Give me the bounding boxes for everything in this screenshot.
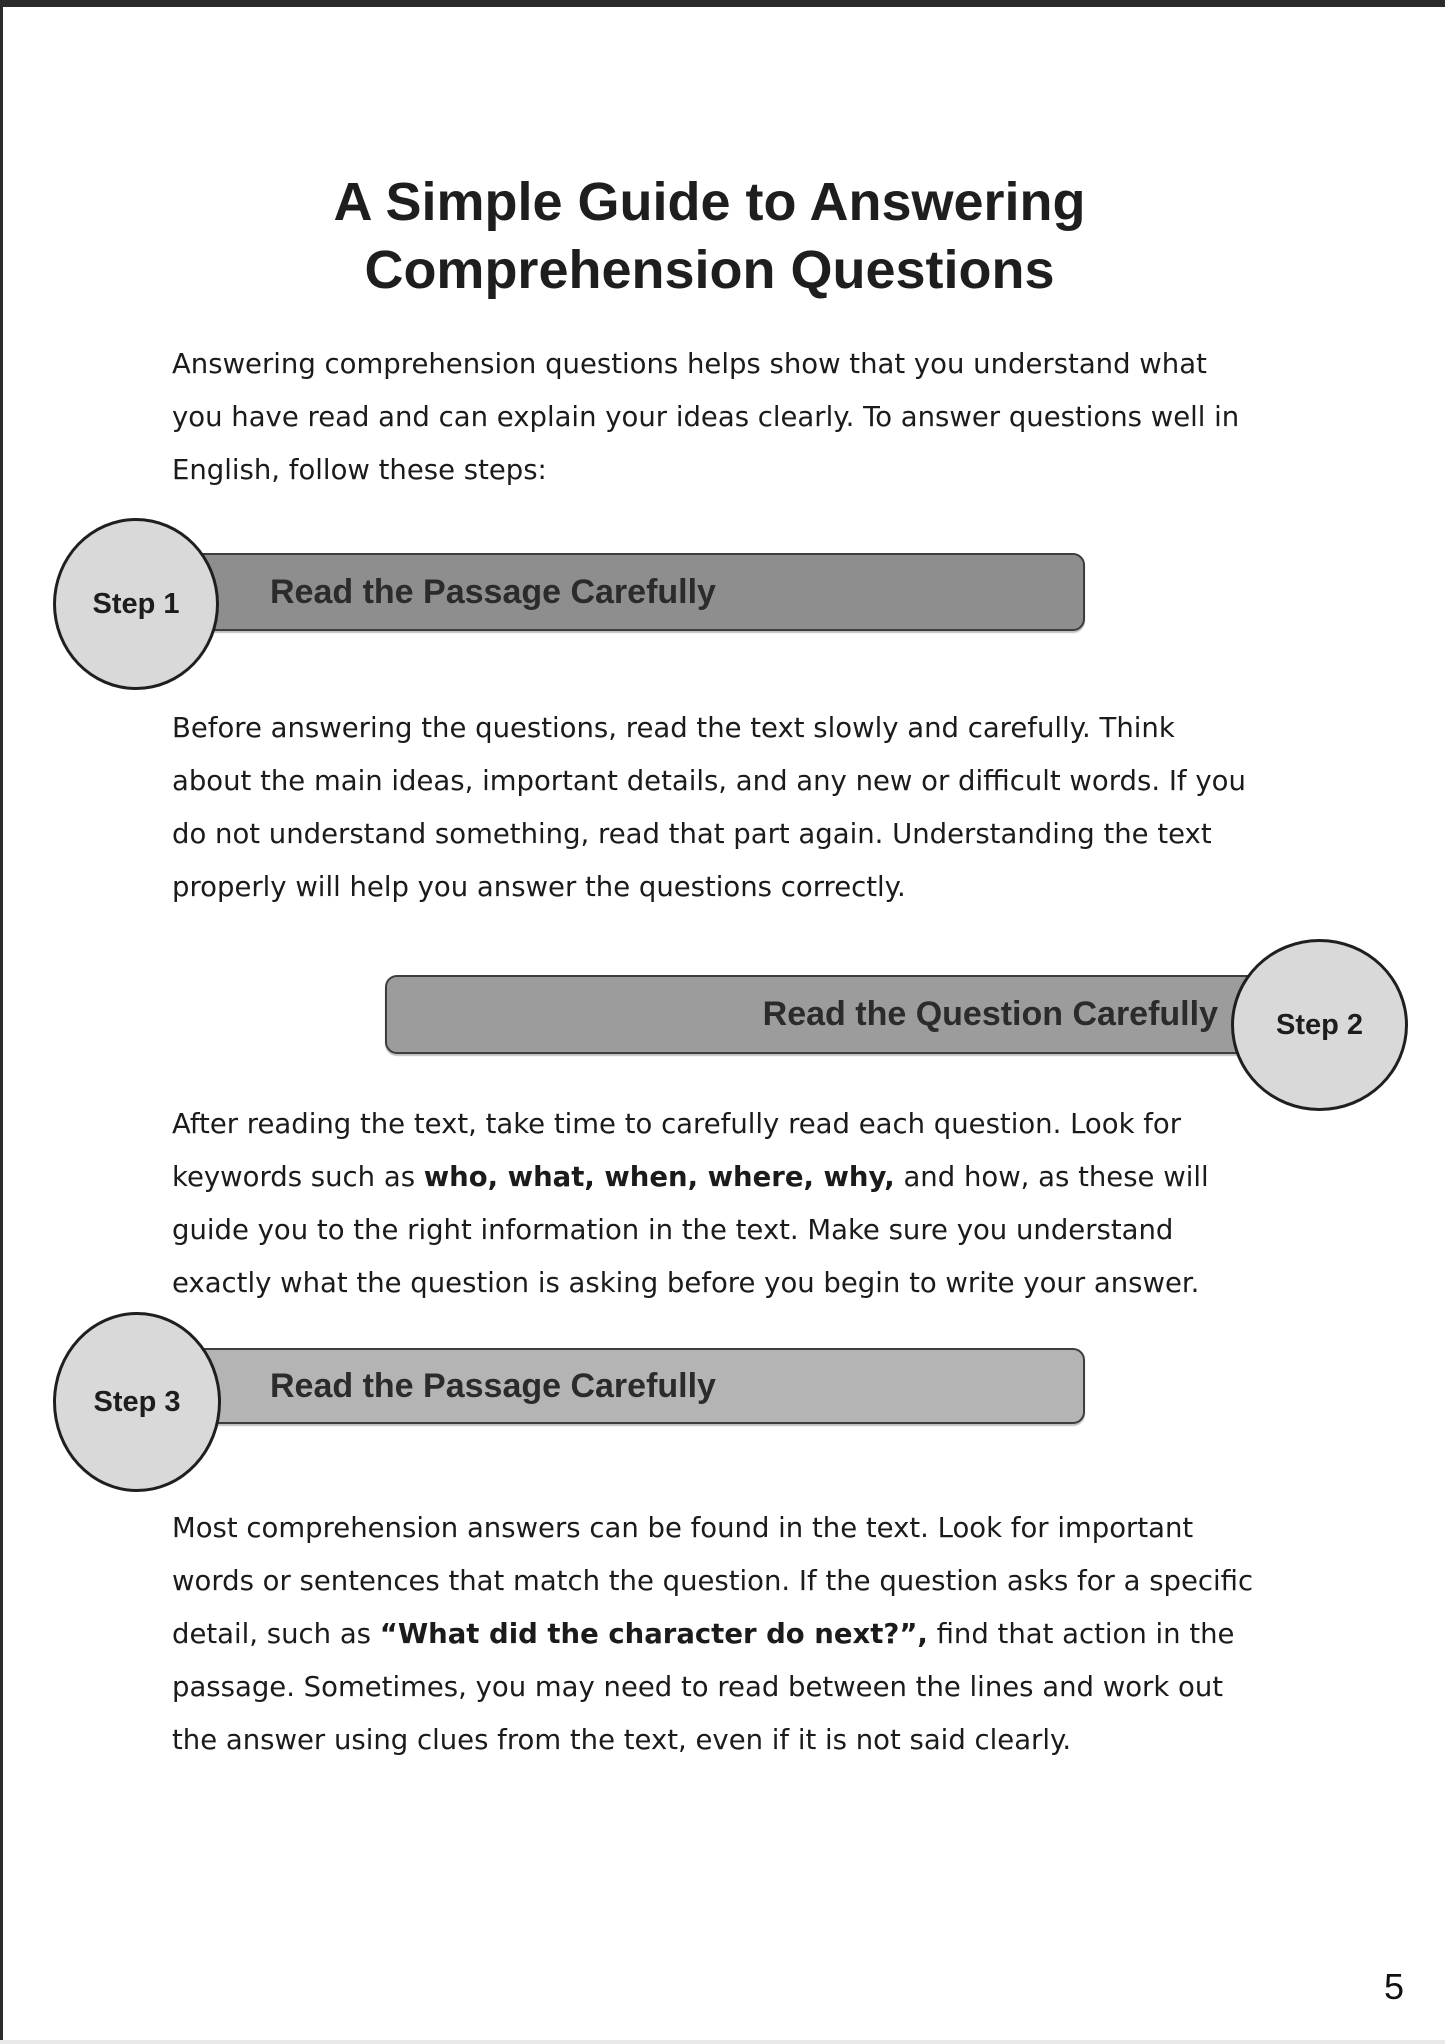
step-2-paragraph: After reading the text, take time to carefully read each question. Look for keywords such as who, what, when, where, why, and how, as these will guide you to the right information in the text. Make sure you understand exactly what the question is asking before you begin to write your answer. <box>172 1108 1209 1299</box>
page-title-line-2: Comprehension Questions <box>364 240 1055 300</box>
step-2-banner <box>385 975 1290 1054</box>
step-1-badge <box>53 518 219 690</box>
step-1-badge-label: Step 1 <box>92 587 180 620</box>
page-left-edge <box>0 0 3 2044</box>
step-2-badge <box>1231 939 1408 1111</box>
step-3-heading: Read the Passage Carefully <box>270 1366 716 1405</box>
intro-paragraph: Answering comprehension questions helps show that you understand what you have read and can explain your ideas clearly. To answer questions well in English, follow these steps: <box>172 348 1240 486</box>
page-bottom-edge <box>0 2040 1445 2044</box>
page-title-line-1: A Simple Guide to Answering <box>333 172 1086 232</box>
step-3-badge-label: Step 3 <box>93 1385 181 1418</box>
step-1-paragraph: Before answering the questions, read the text slowly and carefully. Think about the main ideas, important details, and any new or difficult words. If you do not understand something, read that part again. Understanding the text properly will help you answer the questions correctly. <box>172 712 1246 903</box>
page-title <box>172 168 1247 304</box>
step-2-heading: Read the Question Carefully <box>762 995 1218 1033</box>
step-1-banner <box>150 553 1085 631</box>
page-number: 5 <box>1384 1966 1405 2007</box>
step-3-banner <box>150 1348 1085 1424</box>
page-top-edge <box>0 0 1445 7</box>
step-3-paragraph: Most comprehension answers can be found in the text. Look for important words or sentences that match the question. If the question asks for a specific detail, such as “What did the character do next?”, find that action in the passage. Sometimes, you may need to read between the lines and work out the answer using clues from the text, even if it is not said clearly. <box>172 1512 1254 1756</box>
step-2-badge-label: Step 2 <box>1275 1008 1364 1041</box>
step-3-badge <box>53 1312 221 1492</box>
step-1-heading: Read the Passage Carefully <box>270 572 716 611</box>
